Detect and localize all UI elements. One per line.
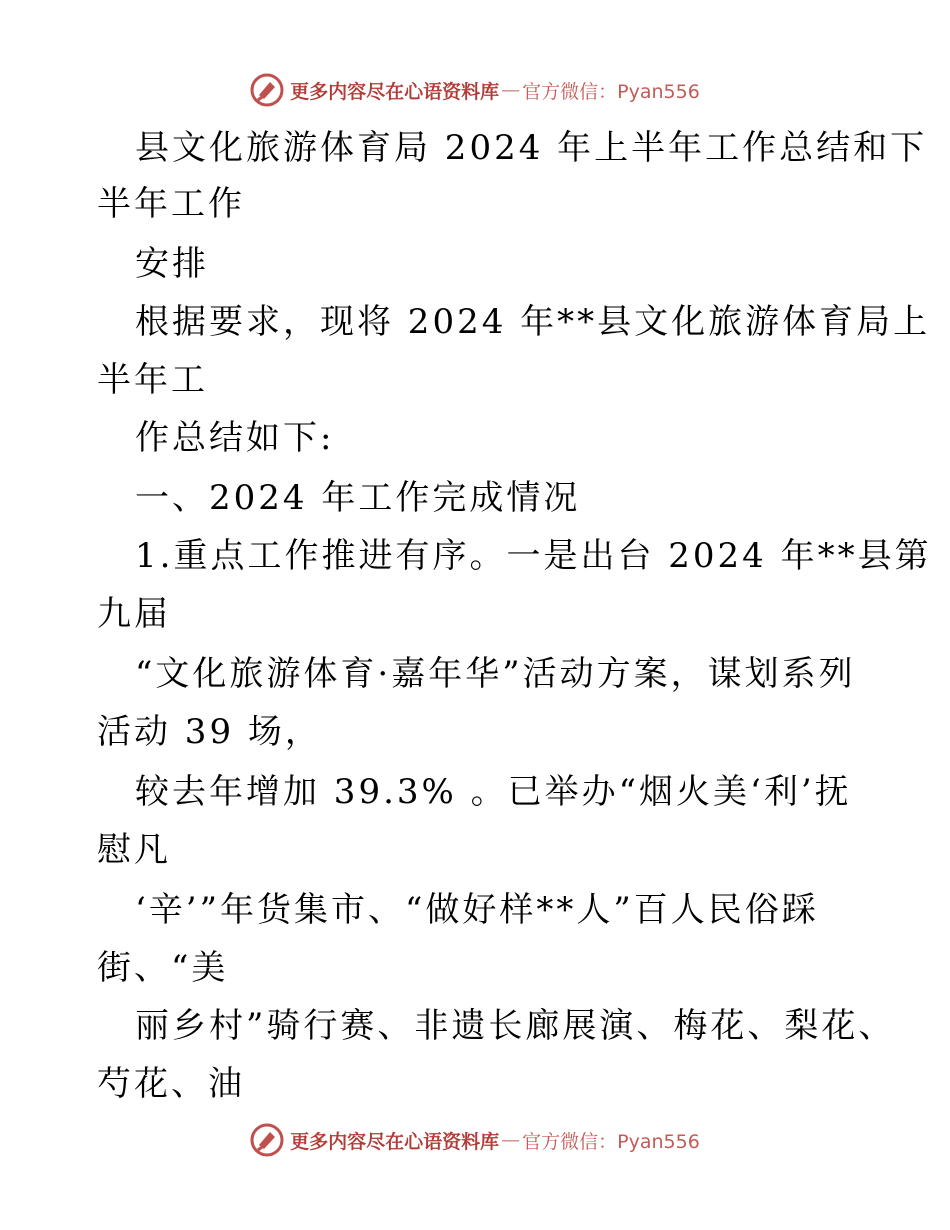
intro-line-3: 作总结如下:: [135, 418, 335, 458]
intro-line-1: 根据要求，现将 2024 年**县文化旅游体育局上: [135, 302, 931, 342]
paragraph-1-line-9: 丽乡村”骑行赛、非遗长廊展演、梅花、梨花、: [135, 1006, 896, 1046]
paragraph-1-line-6: 慰凡: [97, 830, 171, 870]
document-title-line-3: 安排: [135, 244, 209, 284]
footer-watermark: [0, 1120, 950, 1160]
paragraph-1-line-2: 九届: [97, 594, 171, 634]
section-1-heading: 一、2024 年工作完成情况: [135, 478, 581, 518]
watermark-separator: —: [501, 79, 521, 101]
paragraph-1-line-10: 芍花、油: [97, 1064, 245, 1104]
brand-logo-icon: [250, 73, 284, 107]
watermark-sub-text: 官方微信：Pyan556: [522, 80, 700, 103]
watermark-sub-text: 官方微信：Pyan556: [522, 1130, 700, 1153]
watermark-main-text: 更多内容尽在心语资料库: [290, 1130, 500, 1153]
paragraph-1-line-8: 街、“美: [97, 948, 229, 988]
brand-logo-icon: [250, 1123, 284, 1157]
document-title-line-2: 半年工作: [97, 184, 245, 224]
header-watermark: [0, 70, 950, 110]
paragraph-1-line-3: “文化旅游体育·嘉年华”活动方案，谋划系列: [135, 654, 856, 694]
watermark-separator: —: [501, 1129, 521, 1151]
paragraph-1-line-4: 活动 39 场，: [97, 712, 322, 752]
intro-line-2: 半年工: [97, 360, 208, 400]
paragraph-1-line-5: 较去年增加 39.3% 。已举办“烟火美‘利’抚: [135, 772, 852, 812]
paragraph-1-line-7: ‘辛’”年货集市、“做好样**人”百人民俗踩: [135, 890, 819, 930]
watermark-main-text: 更多内容尽在心语资料库: [290, 80, 500, 103]
document-title-line-1: 县文化旅游体育局 2024 年上半年工作总结和下: [135, 128, 928, 168]
paragraph-1-line-1: 1.重点工作推进有序。一是出台 2024 年**县第: [135, 536, 932, 576]
